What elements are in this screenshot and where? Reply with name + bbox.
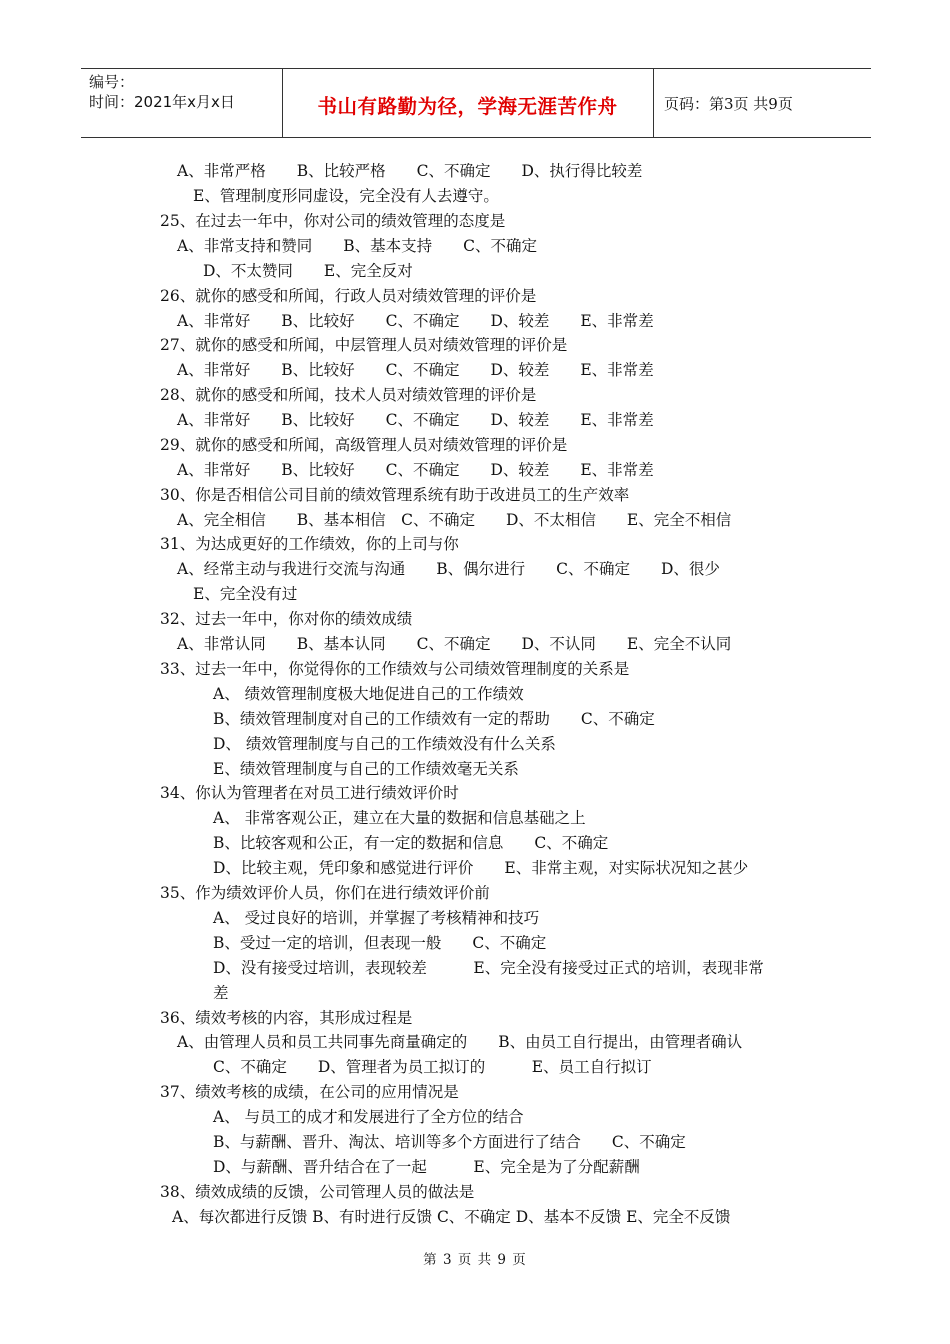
text-line: E、管理制度形同虚设，完全没有人去遵守。 <box>193 187 499 205</box>
text-line: 29、就你的感受和所闻，高级管理人员对绩效管理的评价是 <box>160 436 568 454</box>
text-line: A、经常主动与我进行交流与沟通 B、偶尔进行 C、不确定 D、很少 <box>177 560 720 578</box>
text-line: B、与薪酬、晋升、淘汰、培训等多个方面进行了结合 C、不确定 <box>213 1133 686 1151</box>
text-line: E、完全没有过 <box>193 585 298 603</box>
text-line: 28、就你的感受和所闻，技术人员对绩效管理的评价是 <box>160 386 537 404</box>
text-line: A、 绩效管理制度极大地促进自己的工作绩效 <box>213 685 524 703</box>
document-date-label: 时间：2021年x月x日 <box>89 93 235 111</box>
text-line: 36、绩效考核的内容，其形成过程是 <box>160 1009 413 1027</box>
text-line: A、由管理人员和员工共同事先商量确定的 B、由员工自行提出，由管理者确认 <box>177 1033 743 1051</box>
text-line: A、完全相信 B、基本相信 C、不确定 D、不太相信 E、完全不相信 <box>177 511 732 529</box>
text-line: A、非常严格 B、比较严格 C、不确定 D、执行得比较差 <box>177 162 643 180</box>
text-line: 32、过去一年中，你对你的绩效成绩 <box>160 610 413 628</box>
text-line: D、没有接受过培训，表现较差 E、完全没有接受过正式的培训，表现非常 <box>213 959 764 977</box>
text-line: B、比较客观和公正，有一定的数据和信息 C、不确定 <box>213 834 609 852</box>
text-line: D、 绩效管理制度与自己的工作绩效没有什么关系 <box>213 735 556 753</box>
document-number-label: 编号： <box>89 73 135 91</box>
text-line: C、不确定 D、管理者为员工拟订的 E、员工自行拟订 <box>213 1058 652 1076</box>
text-line: A、非常好 B、比较好 C、不确定 D、较差 E、非常差 <box>177 361 654 379</box>
text-line: 26、就你的感受和所闻，行政人员对绩效管理的评价是 <box>160 287 537 305</box>
text-line: A、非常支持和赞同 B、基本支持 C、不确定 <box>177 237 537 255</box>
text-line: 33、过去一年中，你觉得你的工作绩效与公司绩效管理制度的关系是 <box>160 660 630 678</box>
text-line: A、 与员工的成才和发展进行了全方位的结合 <box>213 1108 524 1126</box>
text-line: A、非常好 B、比较好 C、不确定 D、较差 E、非常差 <box>177 411 654 429</box>
text-line: A、每次都进行反馈 B、有时进行反馈 C、不确定 D、基本不反馈 E、完全不反馈 <box>172 1208 731 1226</box>
header-page-cell <box>653 69 871 137</box>
text-line: 37、绩效考核的成绩，在公司的应用情况是 <box>160 1083 459 1101</box>
text-line: A、非常好 B、比较好 C、不确定 D、较差 E、非常差 <box>177 461 654 479</box>
text-line: 35、作为绩效评价人员，你们在进行绩效评价前 <box>160 884 490 902</box>
text-line: 差 <box>213 984 229 1002</box>
text-line: 27、就你的感受和所闻，中层管理人员对绩效管理的评价是 <box>160 336 568 354</box>
text-line: A、 非常客观公正，建立在大量的数据和信息基础之上 <box>213 809 586 827</box>
text-line: E、绩效管理制度与自己的工作绩效毫无关系 <box>213 760 519 778</box>
text-line: D、不太赞同 E、完全反对 <box>203 262 413 280</box>
header-page-info: 页码：第3页 共9页 <box>664 95 793 113</box>
text-line: 38、绩效成绩的反馈，公司管理人员的做法是 <box>160 1183 475 1201</box>
text-line: A、 受过良好的培训，并掌握了考核精神和技巧 <box>213 909 540 927</box>
text-line: 31、为达成更好的工作绩效，你的上司与你 <box>160 535 459 553</box>
text-line: A、非常认同 B、基本认同 C、不确定 D、不认同 E、完全不认同 <box>177 635 732 653</box>
text-line: A、非常好 B、比较好 C、不确定 D、较差 E、非常差 <box>177 312 654 330</box>
text-line: 30、你是否相信公司目前的绩效管理系统有助于改进员工的生产效率 <box>160 486 630 504</box>
text-line: B、受过一定的培训，但表现一般 C、不确定 <box>213 934 547 952</box>
text-line: D、比较主观，凭印象和感觉进行评价 E、非常主观，对实际状况知之甚少 <box>213 859 749 877</box>
header-meta <box>81 69 283 137</box>
page-header <box>81 68 871 138</box>
header-motto-cell <box>282 69 654 137</box>
page-footer: 第 3 页 共 9 页 <box>423 1252 527 1268</box>
text-line: 34、你认为管理者在对员工进行绩效评价时 <box>160 784 459 802</box>
text-line: B、绩效管理制度对自己的工作绩效有一定的帮助 C、不确定 <box>213 710 655 728</box>
header-motto: 书山有路勤为径，学海无涯苦作舟 <box>317 95 618 118</box>
text-line: 25、在过去一年中，你对公司的绩效管理的态度是 <box>160 212 506 230</box>
text-line: D、与薪酬、晋升结合在了一起 E、完全是为了分配薪酬 <box>213 1158 640 1176</box>
